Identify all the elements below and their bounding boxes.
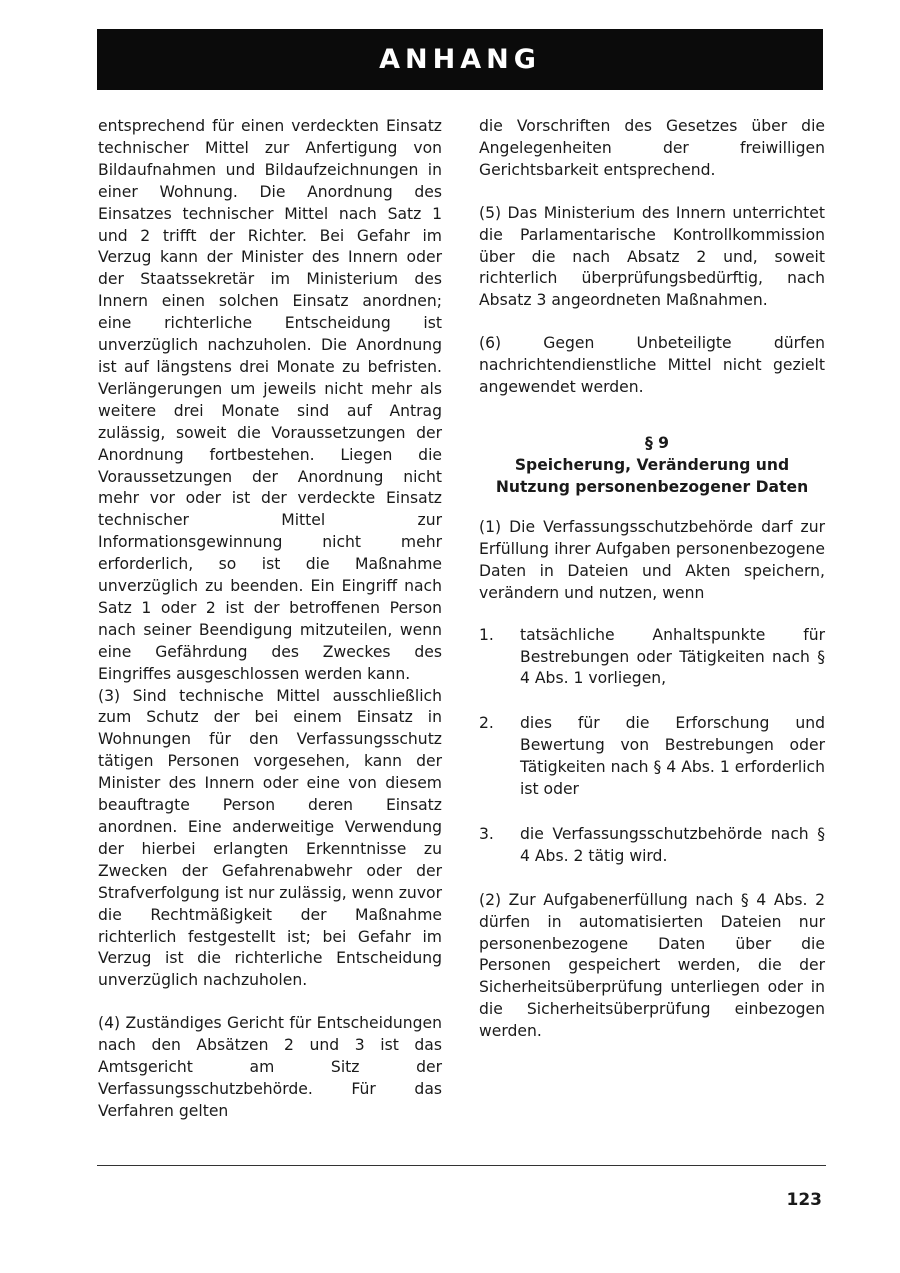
- list-marker: 3.: [479, 824, 494, 843]
- paragraph-continuation-right: die Vorschriften des Gesetzes über die Angelegenheiten der freiwilligen Gerichtsbarkeit entsprechend.: [479, 117, 825, 179]
- list-item: [479, 625, 825, 691]
- list-marker: 2.: [479, 714, 494, 733]
- left-column: [98, 116, 442, 1123]
- header-title: ANHANG: [379, 44, 541, 75]
- section-title-line-1: Speicherung, Veränderung und: [514, 455, 790, 474]
- page-number: 123: [786, 1190, 822, 1210]
- paragraph-6: (6) Gegen Unbeteiligte dürfen nachrichtendienstliche Mittel nicht gezielt angewendet werden.: [479, 334, 825, 397]
- list-item: [479, 824, 825, 868]
- paragraph-5: (5) Das Ministerium des Innern unterrichtet die Parlamentarische Kontrollkommission über die nach Absatz 2 und, soweit richterlich überprüfungsbedürftig, nach Absatz 3 angeordneten Maßnahmen.: [479, 203, 825, 310]
- condition-list: [479, 625, 825, 868]
- list-marker: 1.: [479, 625, 494, 644]
- list-item: [479, 713, 825, 801]
- section-number: § 9: [644, 433, 670, 452]
- paragraph-continuation: entsprechend für einen verdeckten Einsatz technischer Mittel zur Anfertigung von Bildaufnahmen und Bildaufzeichnungen in einer Wohnung. Die Anordnung des Einsatzes technischer Mittel nach Satz 1 und 2 trifft der Richter. Bei Gefahr im Verzug kann der Minister des Innern oder der Staatssekretär im Ministerium des Innern einen solchen Einsatz anordnen; eine richterliche Entscheidung ist unverzüglich nachzuholen. Die Anordnung ist auf längstens drei Monate zu befristen. Verlängerungen um jeweils nicht mehr als weitere drei Monate sind auf Antrag zulässig, soweit die Voraussetzungen der Anordnung fortbestehen. Liegen die Voraussetzungen der Anordnung nicht mehr vor oder ist der verdeckte Einsatz technischer Mittel zur Informationsgewinnung nicht mehr erforderlich, so ist die Maßnahme unverzüglich zu beenden. Ein Eingriff nach Satz 1 oder 2 ist der betroffenen Person nach seiner Beendigung mitzuteilen, wenn eine Gefährdung des Zweckes des Eingriffes ausgeschlossen werden kann.: [98, 117, 442, 683]
- paragraph-4: (4) Zuständiges Gericht für Entscheidungen nach den Absätzen 2 und 3 ist das Amtsgericht am Sitz der Verfassungsschutzbehörde. Für das Verfahren gelten: [98, 1014, 442, 1120]
- section-paragraph-1: (1) Die Verfassungsschutzbehörde darf zur Erfüllung ihrer Aufgaben personenbezogene Daten in Dateien und Akten speichern, verändern und nutzen, wenn: [479, 517, 825, 602]
- list-item-text: dies für die Erforschung und Bewertung von Bestrebungen oder Tätigkeiten nach § 4 Abs. 1 erforderlich ist oder: [520, 714, 825, 799]
- footer-rule: [97, 1165, 826, 1166]
- right-column: [479, 116, 825, 1043]
- paragraph-3: (3) Sind technische Mittel ausschließlich zum Schutz der bei einem Einsatz in Wohnungen für den Verfassungsschutz tätigen Personen vorgesehen, kann der Minister des Innern oder eine von diesem beauftragte Person deren Einsatz anordnen. Eine anderweitige Verwendung der hierbei erlangten Erkenntnisse zu Zwecken der Gefahrenabwehr oder der Strafverfolgung ist nur zulässig, wenn zuvor die Rechtmäßigkeit der Maßnahme richterlich festgestellt ist; bei Gefahr im Verzug ist die richterliche Entscheidung unverzüglich nachzuholen.: [98, 686, 442, 990]
- page-header: [97, 29, 823, 90]
- section-title-line-2: Nutzung personenbezogener Daten: [495, 477, 809, 496]
- section-heading: [479, 432, 825, 498]
- list-item-text: die Verfassungsschutzbehörde nach § 4 Abs. 2 tätig wird.: [520, 824, 825, 865]
- list-item-text: tatsächliche Anhaltspunkte für Bestrebungen oder Tätigkeiten nach § 4 Abs. 1 vorliegen,: [520, 625, 825, 688]
- section-paragraph-2: (2) Zur Aufgabenerfüllung nach § 4 Abs. 2 dürfen in automatisierten Dateien nur personenbezogene Daten über die Personen gespeichert werden, die der Sicherheitsüberprüfung unterliegen oder in die Sicherheitsüberprüfung einbezogen werden.: [479, 890, 825, 1041]
